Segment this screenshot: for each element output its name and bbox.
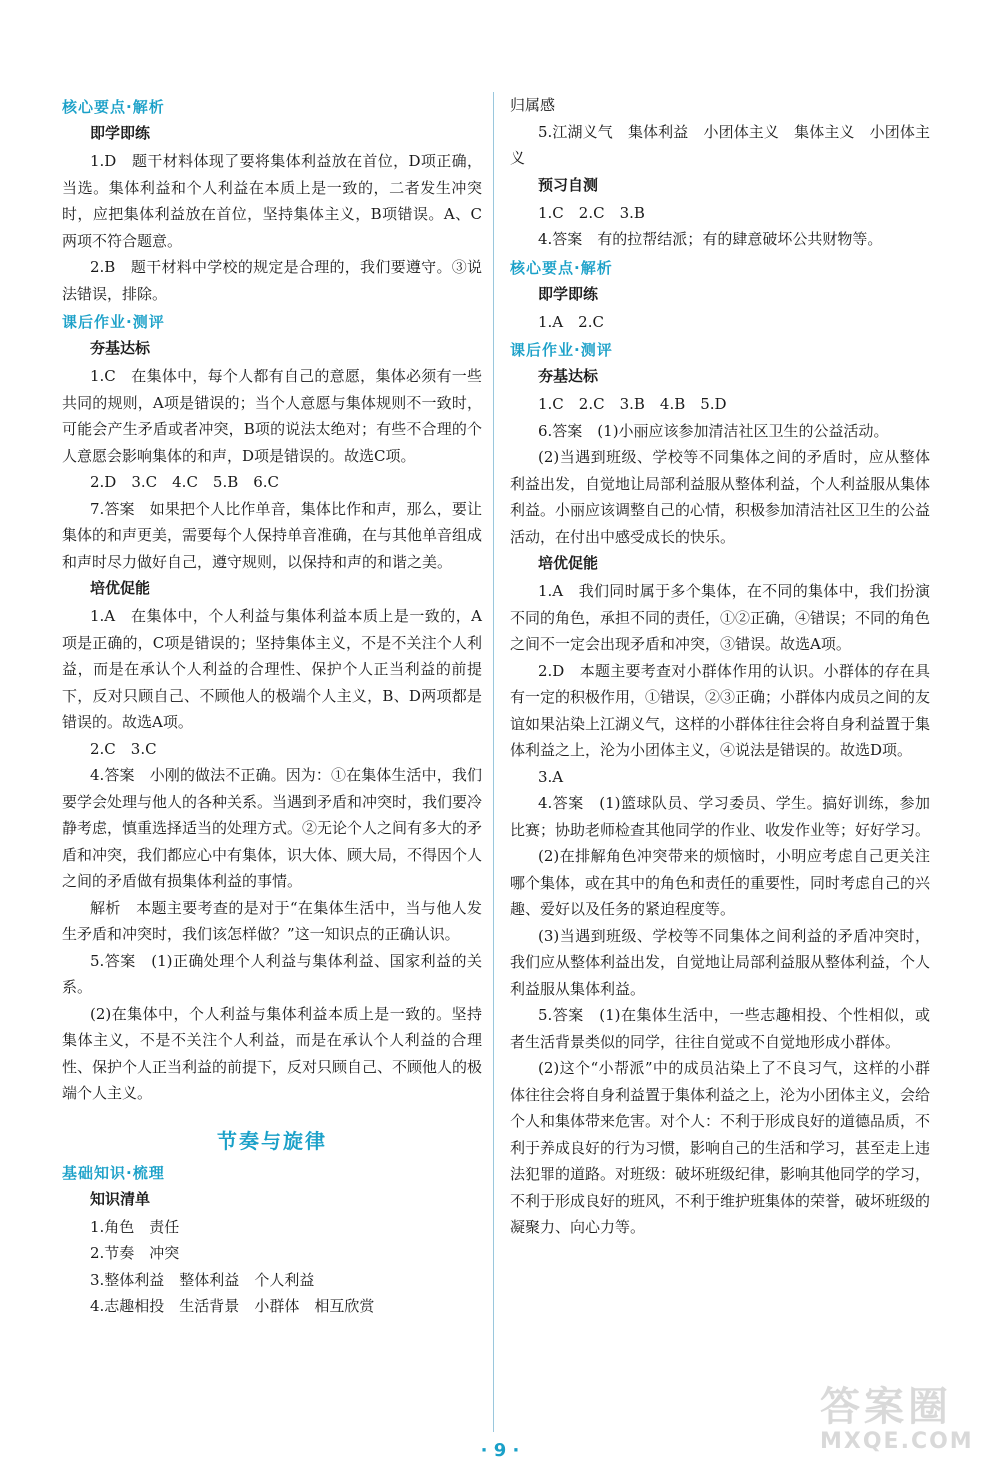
watermark-url: MXQE.COM — [820, 1429, 974, 1454]
answer-paragraph: 4.答案 小刚的做法不正确。因为：①在集体生活中，我们要学会处理与他人的各种关系。当遇到矛盾和冲突时，我们要冷静考虑，慎重选择适当的处理方式。②无论个人之间有多大的矛盾和冲突，我们都应心中有集体，识大体、顾大局，不得因个人之间的矛盾做有损集体利益的事情。 — [62, 766, 483, 890]
answer-paragraph: 1.D 题干材料体现了要将集体利益放在首位，D项正确，当选。集体利益和个人利益在本质上是一致的，二者发生冲突时，应把集体利益放在首位，坚持集体主义，B项错误。A、C两项不符合题意。 — [62, 152, 482, 250]
answer-paragraph: (3)当遇到班级、学校等不同集体之间利益的矛盾冲突时，我们应从整体利益出发，自觉地让局部利益服从整体利益，个人利益服从集体利益。 — [510, 926, 931, 998]
knowledge-item: 5.江湖义气 集体利益 小团体主义 集体主义 小团体主义 — [510, 122, 930, 167]
answer-paragraph: 3.A — [538, 767, 564, 786]
answer-paragraph: 2.B 题干材料中学校的规定是合理的，我们要遵守。③说法错误，排除。 — [62, 258, 482, 303]
answer-paragraph: 4.答案 (1)篮球队员、学习委员、学生。搞好训练，参加比赛；协助老师检查其他同学的作业、收发作业等；好好学习。 — [510, 794, 931, 839]
watermark-text: 答案圈 — [820, 1384, 952, 1430]
continued-text: 归属感 — [510, 96, 556, 114]
answer-paragraph: 2.D 3.C 4.C 5.B 6.C — [90, 473, 280, 491]
section-heading-homework: 课后作业·测评 — [62, 313, 165, 331]
subheading-preview-test: 预习自测 — [538, 175, 599, 194]
section-heading-homework: 课后作业·测评 — [510, 341, 613, 359]
answer-paragraph: 1.A 在集体中，个人利益与集体利益本质上是一致的，A项是正确的，C项是错误的；坚持集体主义，不是不关注个人利益，而是在承认个人利益的合理性、保护个人正当利益的前提下，反对只顾自己、不顾他人的极端个人主义，B、D两项都是错误的。故选A项。 — [62, 607, 482, 731]
answer-paragraph: 2.D 本题主要考查对小群体作用的认识。小群体的存在具有一定的积极作用，①错误，②③正确；小群体内成员之间的友谊如果沾染上江湖义气，这样的小群体往往会将自身利益置于集体利益之上，沦为小团体主义，④说法是错误的。故选D项。 — [510, 661, 931, 759]
section-heading-core: 核心要点·解析 — [62, 98, 165, 116]
page-number: · 9 · — [480, 1440, 520, 1461]
knowledge-item: 3.整体利益 整体利益 个人利益 — [90, 1270, 315, 1289]
answer-paragraph: 4.答案 有的拉帮结派；有的肆意破坏公共财物等。 — [538, 230, 883, 248]
subheading-knowledge-list: 知识清单 — [90, 1189, 151, 1208]
section-heading-basics: 基础知识·梳理 — [62, 1163, 165, 1182]
answer-paragraph: 6.答案 (1)小丽应该参加清洁社区卫生的公益活动。 — [538, 421, 889, 440]
left-column — [62, 92, 482, 1320]
answer-paragraph: 1.C 2.C 3.B 4.B 5.D — [538, 395, 727, 413]
right-column — [510, 92, 930, 1241]
watermark-logo — [820, 1385, 985, 1463]
subheading-basic: 夯基达标 — [90, 339, 151, 357]
subheading-advanced: 培优促能 — [538, 554, 599, 572]
answer-paragraph: 1.A 我们同时属于多个集体，在不同的集体中，我们扮演不同的角色，承担不同的责任，①②正确，④错误；不同的角色之间不一定会出现矛盾和冲突，③错误。故选A项。 — [510, 582, 931, 653]
answer-paragraph: (2)在排解角色冲突带来的烦恼时，小明应考虑自己更关注哪个集体，或在其中的角色和责任的重要性，同时考虑自己的兴趣、爱好以及任务的紧迫程度等。 — [510, 847, 931, 918]
lesson-title: 节奏与旋律 — [217, 1128, 327, 1153]
section-heading-core: 核心要点·解析 — [510, 258, 613, 277]
answer-paragraph: 5.答案 (1)正确处理个人利益与集体利益、国家利益的关系。 — [62, 951, 482, 996]
knowledge-item: 4.志趣相投 生活背景 小群体 相互欣赏 — [90, 1297, 375, 1315]
answer-paragraph: 1.C 在集体中，每个人都有自己的意愿，集体必须有一些共同的规则，A项是错误的；当个人意愿与集体规则不一致时，可能会产生矛盾或者冲突，B项的说法太绝对；有些不合理的个人意愿会影响集体的和声，D项是错误的。故选C项。 — [62, 367, 482, 465]
knowledge-item: 2.节奏 冲突 — [90, 1244, 180, 1262]
answer-paragraph: (2)当遇到班级、学校等不同集体之间的矛盾时，应从整体利益出发，自觉地让局部利益服从整体利益，个人利益服从集体利益。小丽应该调整自己的心情，积极参加清洁社区卫生的公益活动，在付出中感受成长的快乐。 — [510, 448, 931, 546]
answer-paragraph: (2)在集体中，个人利益与集体利益本质上是一致的。坚持集体主义，不是不关注个人利益，而是在承认个人利益的合理性、保护个人正当利益的前提下，反对只顾自己、不顾他人的极端个人主义。 — [62, 1004, 483, 1102]
knowledge-item: 1.角色 责任 — [90, 1217, 180, 1236]
subheading-practice: 即学即练 — [538, 284, 599, 303]
answer-paragraph: 7.答案 如果把个人比作单音，集体比作和声，那么，要让集体的和声更美，需要每个人保持单音准确，在与其他单音组成和声时尽力做好自己，遵守规则，以保持和声的和谐之美。 — [62, 499, 483, 571]
answer-paragraph: 2.C 3.C — [90, 739, 157, 758]
analysis-paragraph: 解析 本题主要考查的是对于“在集体生活中，当与他人发生矛盾和冲突时，我们该怎样做？”这一知识点的正确认识。 — [62, 898, 482, 943]
column-divider — [493, 92, 494, 1432]
answer-paragraph: (2)这个“小帮派”中的成员沾染上了不良习气，这样的小群体往往会将自身利益置于集体利益之上，沦为小团体主义，会给个人和集体带来危害。对个人：不利于形成良好的道德品质，不利于养成良好的行为习惯，影响自己的生活和学习，甚至走上违法犯罪的道路。对班级：破坏班级纪律，影响其他同学的学习，不利于形成良好的班风，不利于维护班集体的荣誉，破坏班级的凝聚力、向心力等。 — [510, 1059, 931, 1236]
subheading-advanced: 培优促能 — [90, 579, 151, 597]
answer-paragraph: 5.答案 (1)在集体生活中，一些志趣相投、个性相似，或者生活背景类似的同学，往往自觉或不自觉地形成小群体。 — [510, 1006, 930, 1051]
subheading-practice: 即学即练 — [90, 124, 151, 142]
answer-paragraph: 1.C 2.C 3.B — [538, 203, 645, 222]
answer-paragraph: 1.A 2.C — [538, 312, 604, 331]
subheading-basic: 夯基达标 — [538, 367, 599, 385]
